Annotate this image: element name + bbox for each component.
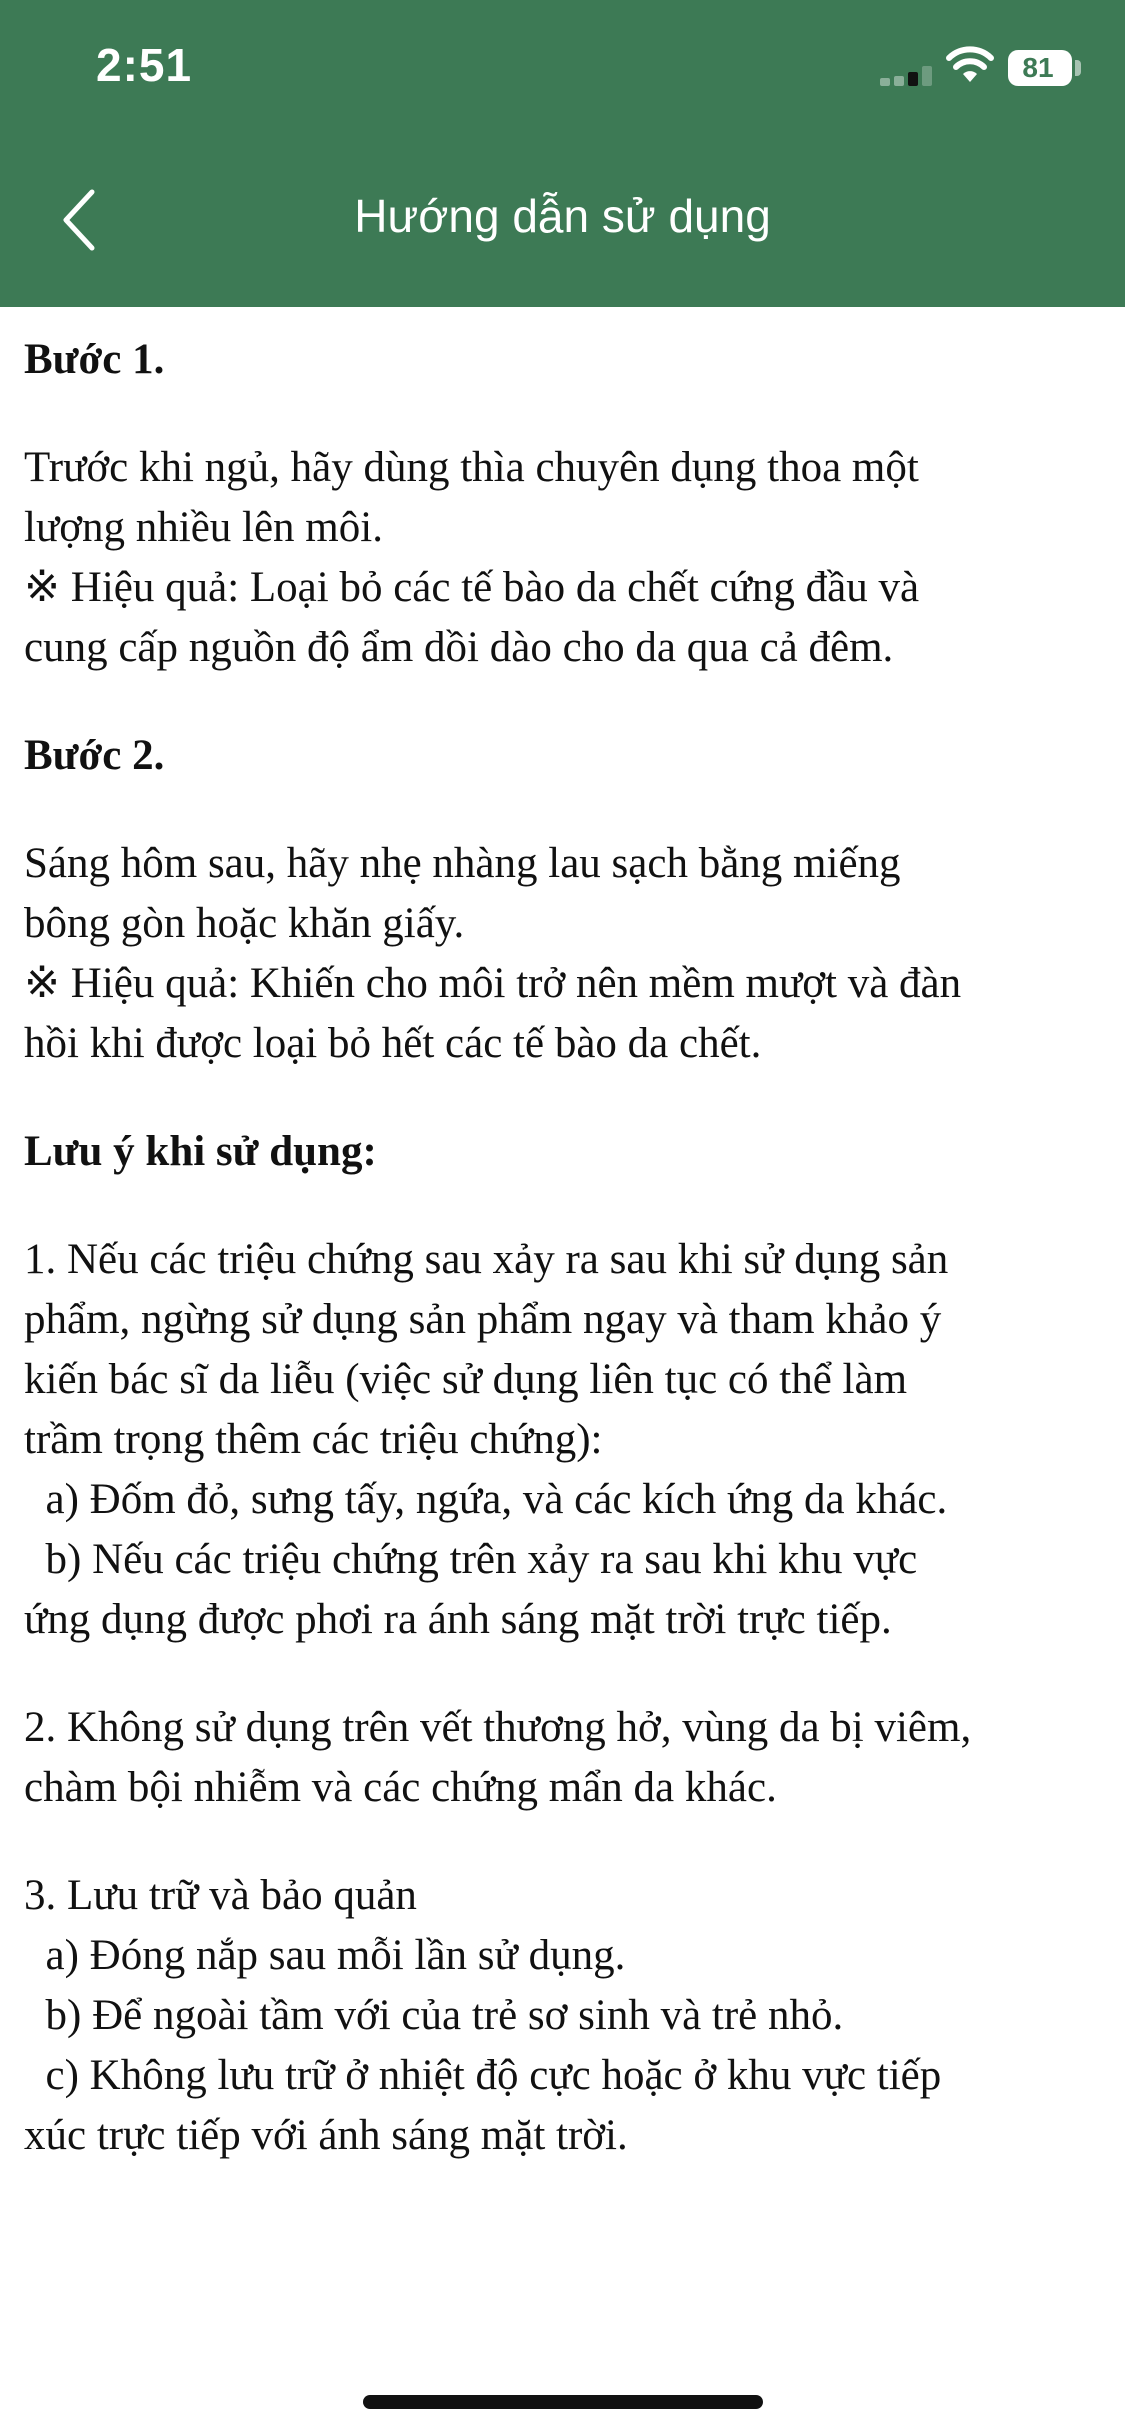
- page-title: Hướng dẫn sử dụng: [354, 190, 771, 242]
- notes-item2-line: 2. Không sử dụng trên vết thương hở, vùng da bị viêm,: [24, 1704, 972, 1751]
- notes-item3-line: xúc trực tiếp với ánh sáng mặt trời.: [24, 2112, 628, 2159]
- notes-item1-line: phẩm, ngừng sử dụng sản phẩm ngay và tham khảo ý: [24, 1296, 942, 1343]
- notes-item1-line: 1. Nếu các triệu chứng sau xảy ra sau khi sử dụng sản: [24, 1236, 949, 1283]
- battery-level: 81: [1022, 52, 1054, 83]
- notes-item1-line: a) Đốm đỏ, sưng tấy, ngứa, và các kích ứng da khác.: [24, 1476, 948, 1523]
- notes-item3-line: b) Để ngoài tầm với của trẻ sơ sinh và trẻ nhỏ.: [24, 1992, 844, 2039]
- home-indicator[interactable]: [363, 2395, 763, 2409]
- notes-item2-line: chàm bội nhiễm và các chứng mẩn da khác.: [24, 1764, 777, 1811]
- app-header: [0, 0, 1125, 307]
- step1-line: lượng nhiều lên môi.: [24, 504, 383, 551]
- cellular-signal-icon: [880, 66, 936, 86]
- step1-line: Trước khi ngủ, hãy dùng thìa chuyên dụng thoa một: [24, 444, 919, 491]
- step1-line: cung cấp nguồn độ ẩm dồi dào cho da qua cả đêm.: [24, 624, 894, 671]
- notes-heading: Lưu ý khi sử dụng:: [24, 1128, 377, 1175]
- back-button[interactable]: [40, 180, 120, 260]
- step2-heading: Bước 2.: [24, 732, 165, 779]
- step1-heading: Bước 1.: [24, 336, 165, 383]
- step2-line: ※ Hiệu quả: Khiến cho môi trở nên mềm mượt và đàn: [24, 960, 962, 1007]
- notes-item1-line: ứng dụng được phơi ra ánh sáng mặt trời trực tiếp.: [24, 1596, 892, 1643]
- notes-item1-line: b) Nếu các triệu chứng trên xảy ra sau khi khu vực: [24, 1536, 918, 1583]
- battery-icon: [1008, 50, 1072, 86]
- notes-item1-line: trầm trọng thêm các triệu chứng):: [24, 1416, 603, 1463]
- wifi-icon: [946, 46, 994, 86]
- step2-line: Sáng hôm sau, hãy nhẹ nhàng lau sạch bằng miếng: [24, 840, 901, 887]
- notes-item3-line: 3. Lưu trữ và bảo quản: [24, 1872, 417, 1919]
- notes-item3-line: c) Không lưu trữ ở nhiệt độ cực hoặc ở khu vực tiếp: [24, 2052, 942, 2099]
- notes-item3-line: a) Đóng nắp sau mỗi lần sử dụng.: [24, 1932, 626, 1979]
- step2-line: hồi khi được loại bỏ hết các tế bào da chết.: [24, 1020, 762, 1067]
- instructions-content: [24, 330, 1104, 2166]
- notes-item1-line: kiến bác sĩ da liễu (việc sử dụng liên tục có thể làm: [24, 1356, 908, 1403]
- chevron-left-icon: [60, 188, 100, 252]
- step2-line: bông gòn hoặc khăn giấy.: [24, 900, 465, 947]
- status-time: 2:51: [96, 39, 193, 91]
- battery-nub: [1075, 60, 1081, 76]
- step1-line: ※ Hiệu quả: Loại bỏ các tế bào da chết cứng đầu và: [24, 564, 920, 611]
